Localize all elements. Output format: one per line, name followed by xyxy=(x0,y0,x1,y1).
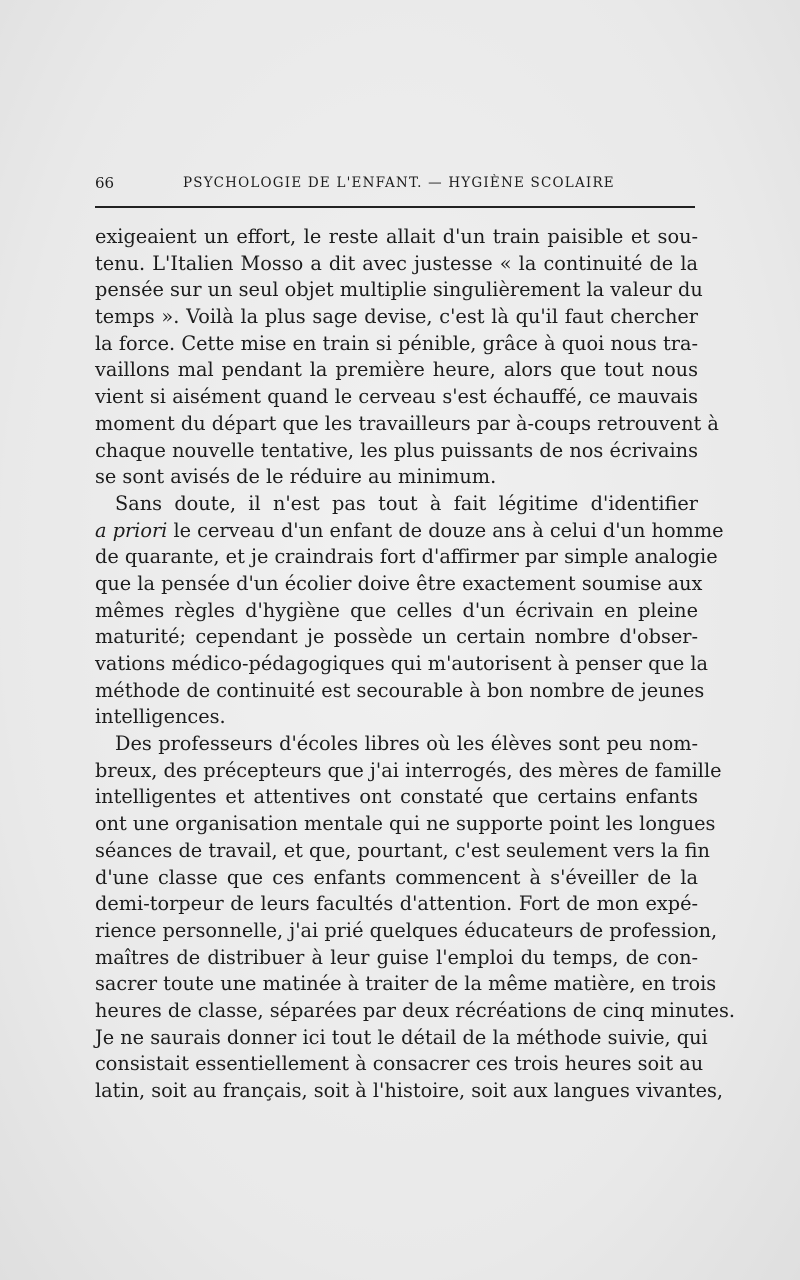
text-line: heures de classe, séparées par deux récréations de cinq minutes. xyxy=(95,998,735,1022)
text-line: maturité; cependant je possède un certain nombre d'obser- xyxy=(95,625,698,649)
text-line: ont une organisation mentale qui ne supporte point les longues xyxy=(95,812,716,836)
text-line-rest: le cerveau d'un enfant de douze ans à celui d'un homme xyxy=(167,518,724,542)
running-head: PSYCHOLOGIE DE L'ENFANT. — HYGIÈNE SCOLAIRE xyxy=(183,175,615,191)
text-line: chaque nouvelle tentative, les plus puissants de nos écrivains xyxy=(95,438,698,462)
text-line: intelligentes et attentives ont constaté que certains enfants xyxy=(95,785,698,809)
header-rule xyxy=(95,206,695,208)
text-line: consistait essentiellement à consacrer ces trois heures soit au xyxy=(95,1052,704,1076)
text-line: Je ne saurais donner ici tout le détail de la méthode suivie, qui xyxy=(95,1025,708,1049)
text-line: mêmes règles d'hygiène que celles d'un écrivain en pleine xyxy=(95,598,698,622)
text-line: Sans doute, il n'est pas tout à fait légitime d'identifier xyxy=(115,491,698,515)
text-line: latin, soit au français, soit à l'histoire, soit aux langues vivantes, xyxy=(95,1079,724,1102)
text-line: intelligences. xyxy=(95,705,226,729)
body-text xyxy=(95,224,735,1105)
text-line: tenu. L'Italien Mosso a dit avec justesse « la continuité de la xyxy=(95,251,698,275)
text-line: sacrer toute une matinée à traiter de la même matière, en trois xyxy=(95,972,717,996)
text-line: temps ». Voilà la plus sage devise, c'est là qu'il faut chercher xyxy=(95,305,698,329)
text-line: se sont avisés de le réduire au minimum. xyxy=(95,465,497,489)
text-line: rience personnelle, j'ai prié quelques éducateurs de profession, xyxy=(95,918,718,942)
page-number: 66 xyxy=(95,174,115,192)
text-line: la force. Cette mise en train si pénible, grâce à quoi nous tra- xyxy=(95,331,698,355)
text-line: vations médico-pédagogiques qui m'autorisent à penser que la xyxy=(95,652,709,675)
text-line: d'une classe que ces enfants commencent à s'éveiller de la xyxy=(95,865,698,889)
text-line: Des professeurs d'écoles libres où les élèves sont peu nom- xyxy=(115,732,698,756)
italic-phrase: a priori xyxy=(95,518,168,542)
text-line: que la pensée d'un écolier doive être exactement soumise aux xyxy=(95,571,703,595)
text-line-with-italic xyxy=(95,518,724,545)
text-line: séances de travail, et que, pourtant, c'est seulement vers la fin xyxy=(95,838,710,862)
text-line: exigeaient un effort, le reste allait d'un train paisible et sou- xyxy=(95,225,698,248)
text-line: demi-torpeur de leurs facultés d'attention. Fort de mon expé- xyxy=(95,892,698,916)
text-line: méthode de continuité est secourable à bon nombre de jeunes xyxy=(95,678,705,702)
text-line: de quarante, et je craindrais fort d'affirmer par simple analogie xyxy=(95,545,718,569)
text-line: moment du départ que les travailleurs par à-coups retrouvent à xyxy=(95,411,719,435)
text-line: vaillons mal pendant la première heure, alors que tout nous xyxy=(95,358,698,382)
text-line: vient si aisément quand le cerveau s'est échauffé, ce mauvais xyxy=(95,385,698,409)
text-line: pensée sur un seul objet multiplie singulièrement la valeur du xyxy=(95,278,703,302)
text-line: breux, des précepteurs que j'ai interrogés, des mères de famille xyxy=(95,758,722,782)
page-header xyxy=(95,170,695,196)
text-line: maîtres de distribuer à leur guise l'emploi du temps, de con- xyxy=(95,945,698,969)
